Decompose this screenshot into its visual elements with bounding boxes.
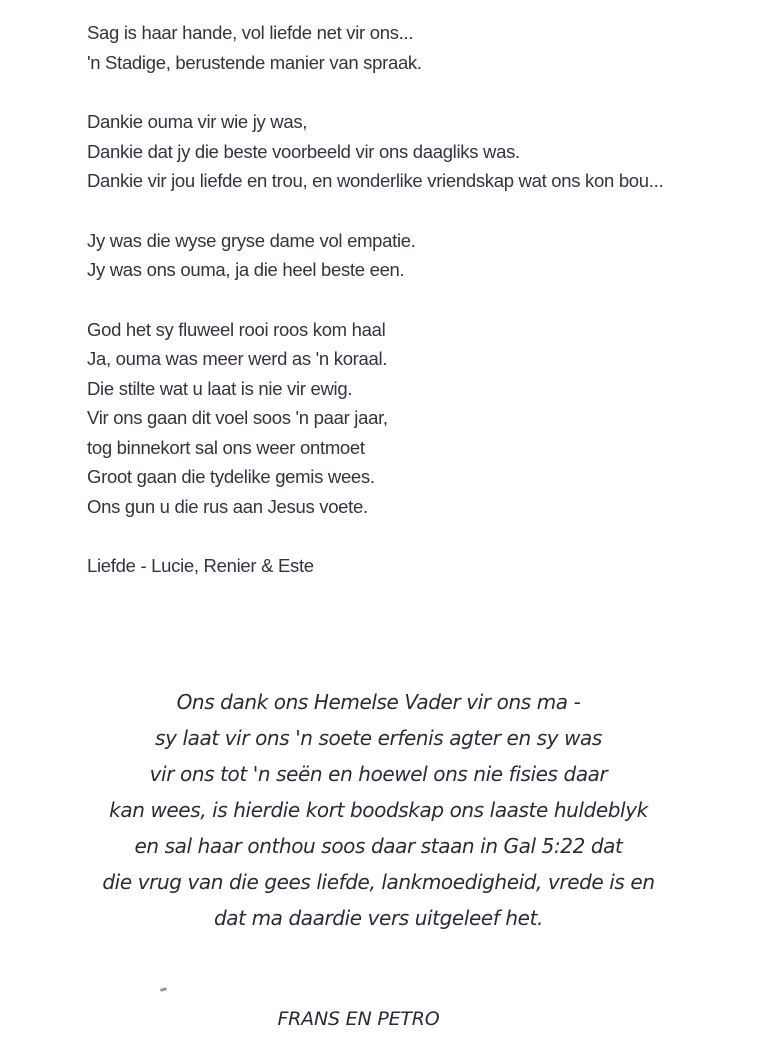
poem-line: Sag is haar hande, vol liefde net vir ons... xyxy=(87,22,414,43)
tribute-line: en sal haar onthou soos daar staan in Gal 5:22 dat xyxy=(134,834,623,858)
tribute-line: Ons dank ons Hemelse Vader vir ons ma - xyxy=(176,690,581,714)
poem-signature: Liefde - Lucie, Renier & Este xyxy=(87,555,314,576)
poem-line: Dankie dat jy die beste voorbeeld vir ons daagliks was. xyxy=(87,140,520,162)
poem-line: Jy was ons ouma, ja die heel beste een. xyxy=(87,259,405,280)
poem-line: Dankie ouma vir wie jy was, xyxy=(87,111,308,132)
poem-line: God het sy fluweel rooi roos kom haal xyxy=(87,318,386,340)
poem-stanza-3 xyxy=(87,226,747,285)
tribute-line: kan wees, is hierdie kort boodskap ons laaste huldeblyk xyxy=(109,798,648,822)
poem-line: Dankie vir jou liefde en trou, en wonderlike vriendskap wat ons kon bou... xyxy=(87,170,664,191)
ink-speck xyxy=(160,987,168,992)
poem-line: Ja, ouma was meer werd as 'n koraal. xyxy=(87,348,388,369)
poem-line: 'n Stadige, berustende manier van spraak. xyxy=(87,51,422,73)
poem-line: Jy was die wyse gryse dame vol empatie. xyxy=(87,229,416,251)
poem-line: Vir ons gaan dit voel soos 'n paar jaar, xyxy=(87,407,388,428)
tribute-line: dat ma daardie vers uitgeleef het. xyxy=(214,906,543,930)
poem-line: Die stilte wat u laat is nie vir ewig. xyxy=(87,377,353,399)
poem xyxy=(87,18,747,581)
poem-line: Ons gun u die rus aan Jesus voete. xyxy=(87,495,368,517)
tribute-line: vir ons tot 'n seën en hoewel ons nie fisies daar xyxy=(149,762,608,786)
poem-line: tog binnekort sal ons weer ontmoet xyxy=(87,436,365,458)
tribute-line: sy laat vir ons 'n soete erfenis agter en sy was xyxy=(155,726,602,750)
poem-stanza-4 xyxy=(87,315,747,522)
tribute-closing-signature: FRANS EN PETRO xyxy=(277,1008,440,1030)
tribute-message xyxy=(0,684,757,936)
poem-stanza-2 xyxy=(87,107,747,196)
tribute-line: die vrug van die gees liefde, lankmoedigheid, vrede is en xyxy=(102,870,655,894)
poem-stanza-1 xyxy=(87,18,747,77)
poem-line: Groot gaan die tydelike gemis wees. xyxy=(87,466,375,487)
